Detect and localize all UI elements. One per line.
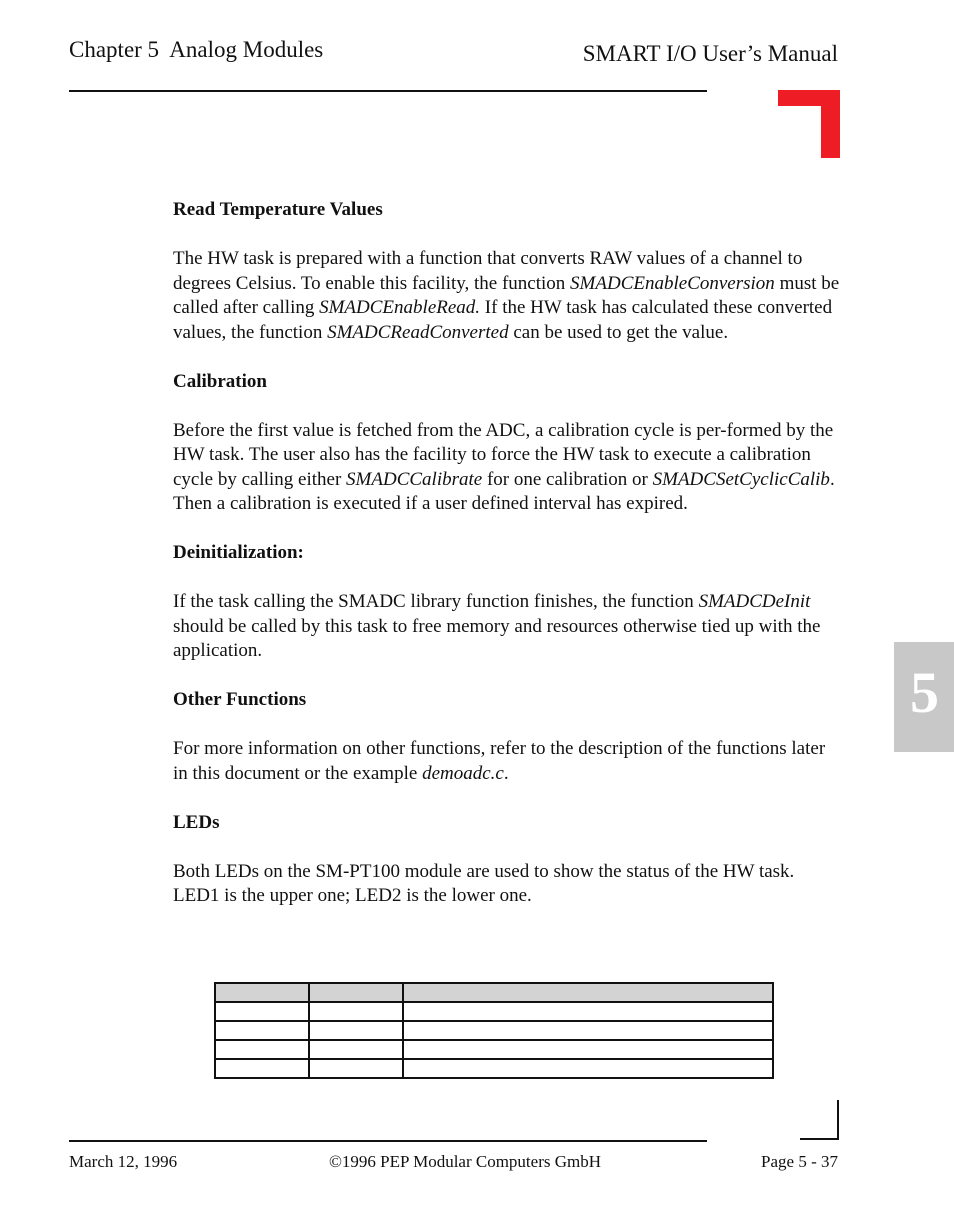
paragraph-read-temperature [173,247,843,345]
section-heading-read-temperature: Read Temperature Values [173,199,383,220]
table-cell [309,1002,403,1021]
table-cell [215,1021,309,1040]
table-cell [309,1040,403,1059]
footer-copyright: ©1996 PEP Modular Computers GmbH [329,1152,602,1171]
table-cell [309,1059,403,1078]
function-name: SMADCSetCyclicCalib [652,468,830,490]
corner-mark-bottom-vertical [837,1100,839,1140]
table-cell [215,1040,309,1059]
text-run: If the HW task has calculated these converted values, the function [173,297,833,343]
text-run: for one calibration or [482,468,653,490]
led-status-table [214,982,774,1079]
section-heading-leds: LEDs [173,811,220,833]
function-name: SMADCEnableRead. [319,297,481,318]
paragraph-other-functions [173,737,843,786]
text-run: Both LEDs on the SM-PT100 module are used to show the status of the HW task. LED1 is the upper one; LED2 is the lower one. [173,860,795,906]
file-name: demoadc.c [422,762,504,784]
function-name: SMADCCalibrate [346,468,483,490]
text-run: The HW task is prepared with a function that converts RAW values of a channel to degrees Celsius. To enable this facility, the function [173,248,803,294]
header-rule [69,90,707,92]
text-run: For more information on other functions, refer to the description of the functions later in this document or the example [173,738,826,784]
section-heading-deinitialization: Deinitialization: [173,542,304,563]
paragraph-deinitialization [173,590,843,664]
table-row [215,1040,773,1059]
table-cell [403,1002,773,1021]
section-heading-calibration: Calibration [173,370,267,392]
paragraph-calibration [173,419,843,517]
table-cell [403,1040,773,1059]
function-name: SMADCEnableConversion [570,272,775,294]
table-header-cell [215,983,309,1002]
function-name: SMADCDeInit [698,591,811,612]
table-header-cell [403,983,773,1002]
manual-title: SMART I/O User’s Manual [582,41,838,66]
table-cell [403,1059,773,1078]
text-run: . [503,762,509,784]
text-run: . Then a calibration is executed if a user defined interval has expired. [173,468,835,514]
corner-mark-bottom-horizontal [800,1138,839,1140]
function-name: SMADCReadConverted [327,321,509,343]
table-cell [215,1059,309,1078]
chapter-title: Chapter 5 Analog Modules [69,37,324,62]
chapter-tab [894,642,954,752]
page-number: Page 5 - 37 [761,1152,838,1171]
table-cell [309,1021,403,1040]
text-run: If the task calling the SMADC library function finishes, the function [173,591,699,612]
text-run: should be called by this task to free memory and resources otherwise tied up with the application. [173,615,821,661]
section-heading-other-functions: Other Functions [173,689,307,710]
page-content [173,198,843,909]
paragraph-leds [173,860,843,909]
table-row [215,1059,773,1078]
table-cell [215,1002,309,1021]
corner-mark-vertical [821,90,840,158]
text-run: must be called after calling [173,272,840,318]
table-row [215,1021,773,1040]
table-header-row [215,983,773,1002]
footer-rule [69,1140,707,1142]
footer-date: March 12, 1996 [69,1152,178,1171]
text-run: Before the first value is fetched from the ADC, a calibration cycle is per-formed by the HW task. The user also has the facility to force the HW task to execute a calibration cycle by calling either [173,419,834,490]
table-row [215,1002,773,1021]
chapter-tab-number: 5 [910,660,939,725]
table-header-cell [309,983,403,1002]
table-cell [403,1021,773,1040]
text-run: can be used to get the value. [508,321,729,343]
